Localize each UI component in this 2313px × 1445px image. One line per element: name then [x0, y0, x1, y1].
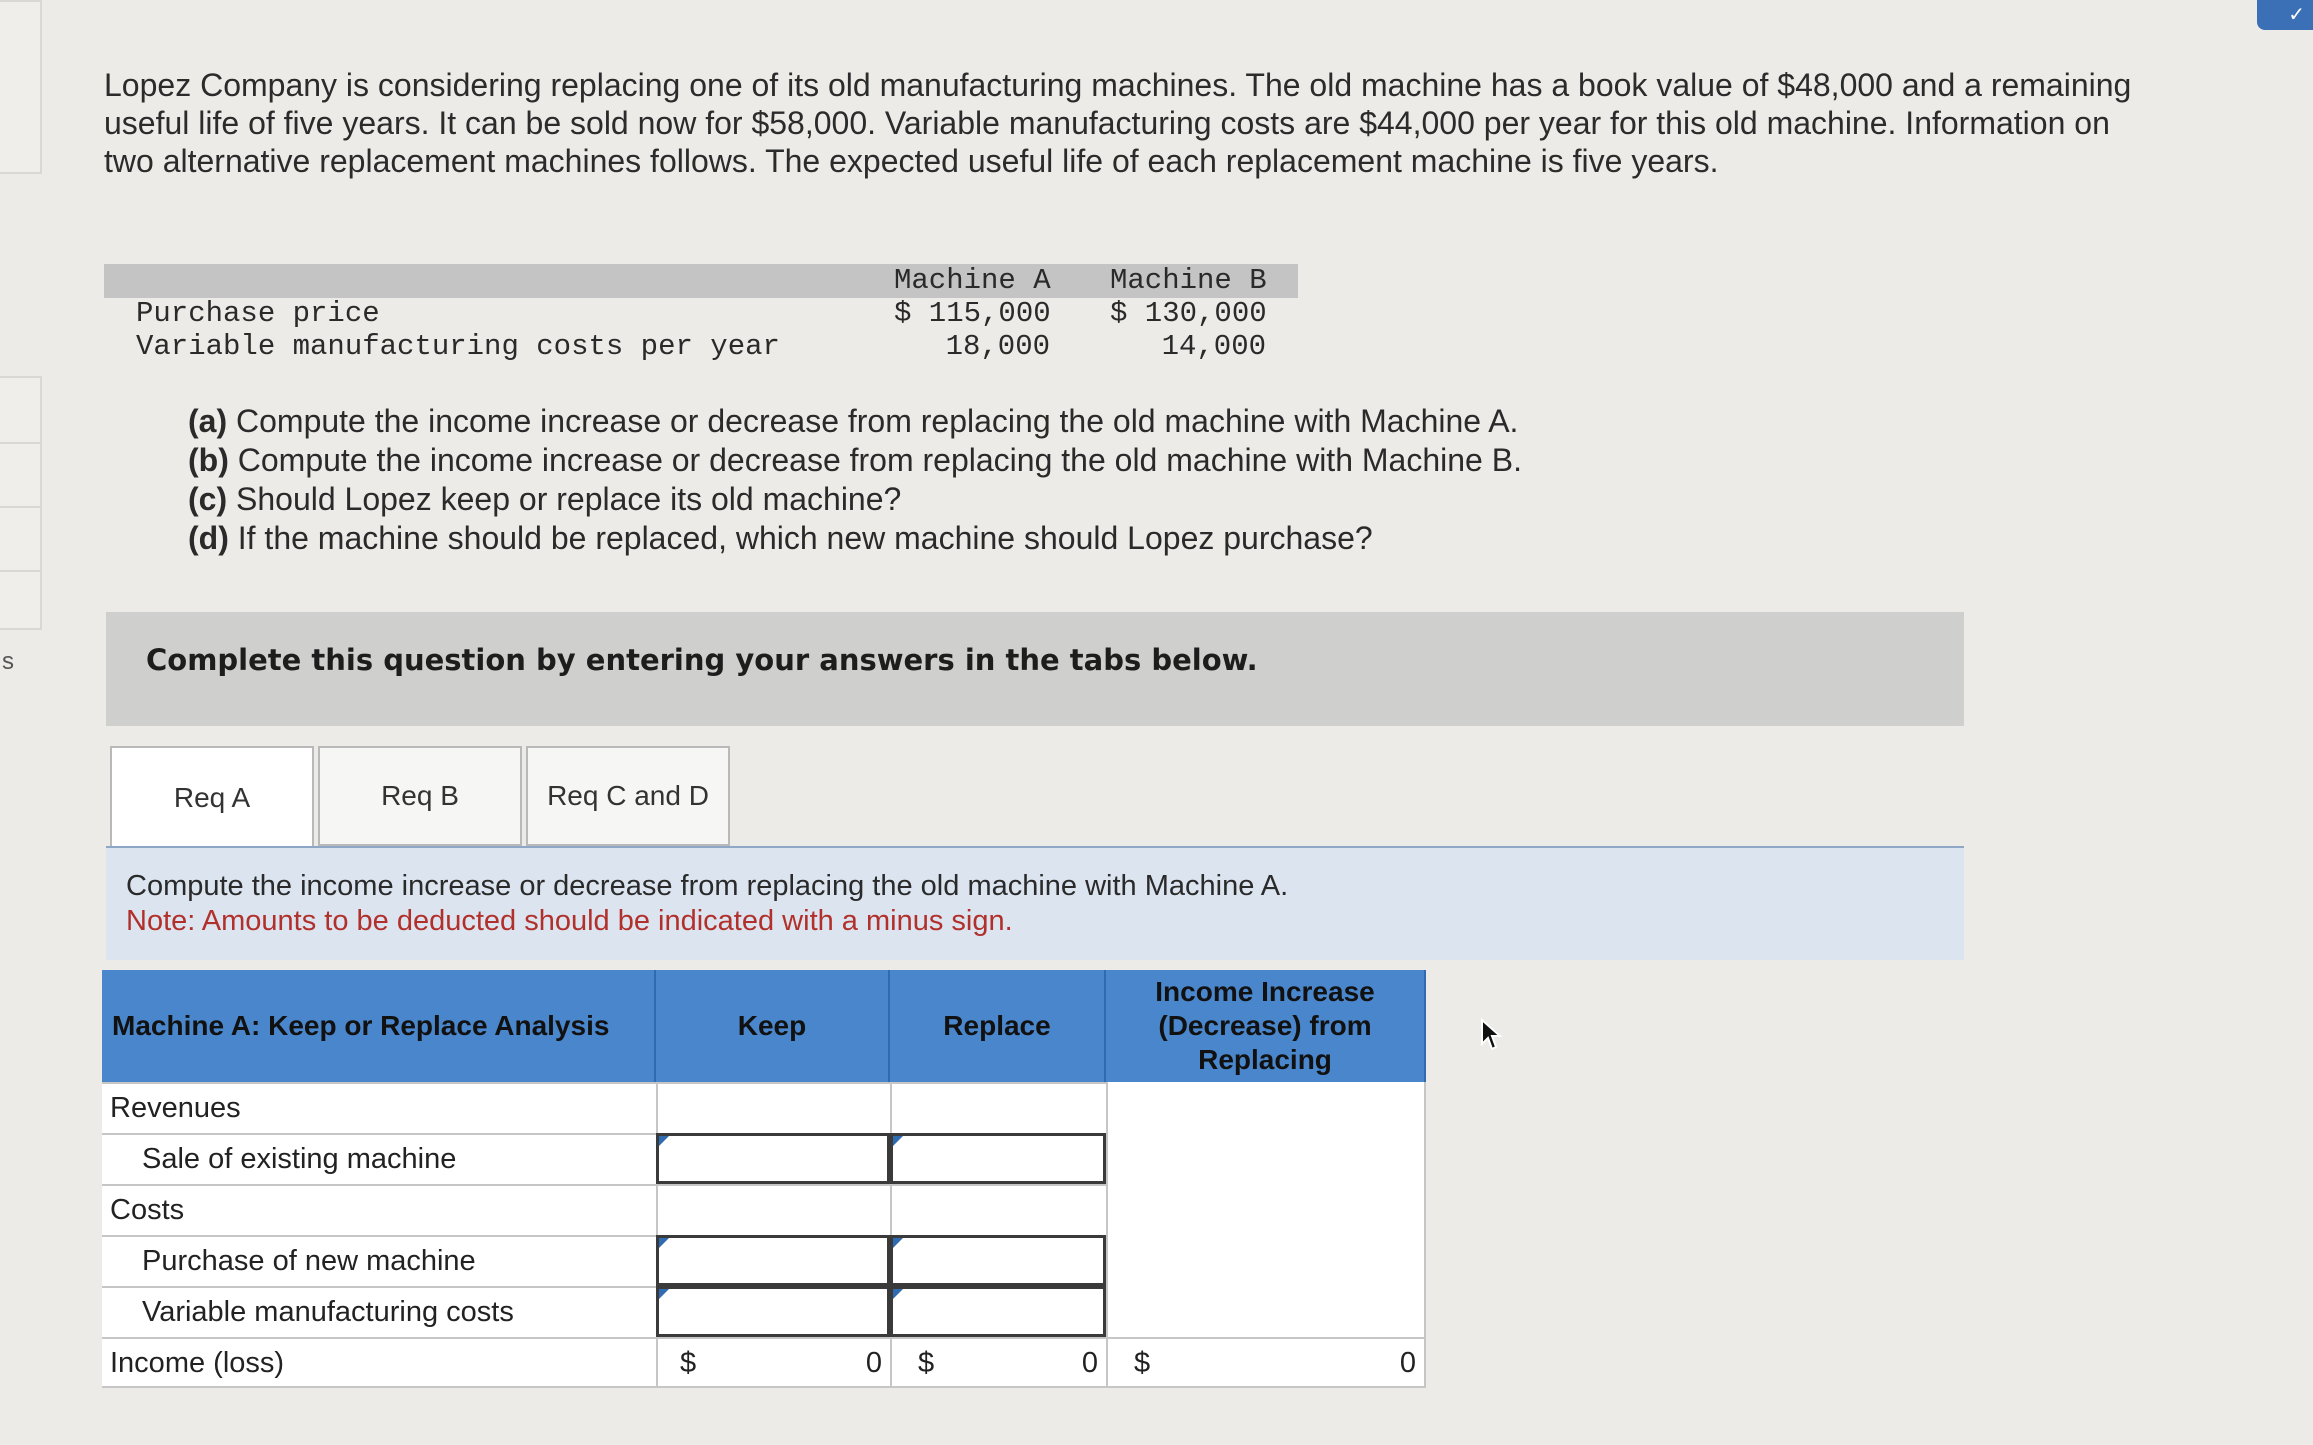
table-row — [102, 1133, 1426, 1184]
table-header-title: Machine A: Keep or Replace Analysis — [102, 970, 656, 1082]
requirement-text: Compute the income increase or decrease from replacing the old machine with Machine B. — [228, 442, 1522, 478]
requirement-item — [188, 441, 1522, 480]
table-row — [102, 1235, 1426, 1286]
left-panel-fragment — [0, 0, 42, 174]
currency-sign: $ — [680, 1347, 697, 1379]
replace-total: 0 — [1081, 1347, 1098, 1379]
instruction-line: Compute the income increase or decrease from replacing the old machine with Machine A. — [126, 870, 1289, 902]
left-panel-fragment — [0, 506, 42, 574]
keep-total: 0 — [865, 1347, 882, 1379]
currency-sign: $ — [1134, 1347, 1151, 1379]
income-total-cell — [1106, 1337, 1426, 1388]
row-label-variable: Variable manufacturing costs — [102, 1286, 656, 1337]
input-marker — [659, 1136, 669, 1146]
requirement-text: If the machine should be replaced, which new machine should Lopez purchase? — [228, 520, 1373, 556]
replace-variable-input[interactable] — [890, 1286, 1106, 1337]
income-total: 0 — [1399, 1347, 1416, 1379]
machine-a-header: Machine A — [894, 264, 1051, 297]
purchase-price-label: Purchase price — [136, 297, 380, 330]
machine-b-price: $ 130,000 — [1110, 297, 1267, 330]
left-panel-fragment — [0, 376, 42, 446]
requirements-list — [188, 402, 1522, 558]
row-label-sale: Sale of existing machine — [102, 1133, 656, 1184]
tab-req-c-and-d[interactable]: Req C and D — [526, 746, 730, 846]
left-panel-fragment — [0, 442, 42, 510]
requirement-item — [188, 480, 1522, 519]
replace-total-cell — [890, 1337, 1106, 1388]
machine-b-header: Machine B — [1110, 264, 1267, 297]
banner-text: Complete this question by entering your answers in the tabs below. — [146, 643, 1258, 677]
row-label-income: Income (loss) — [102, 1337, 656, 1388]
requirement-tag: (a) — [188, 403, 228, 439]
column-header-keep: Keep — [656, 970, 890, 1082]
tab-instructions — [106, 846, 1964, 960]
instructions-banner — [106, 612, 1964, 726]
currency-sign: $ — [918, 1347, 935, 1379]
requirement-text: Compute the income increase or decrease from replacing the old machine with Machine A. — [227, 403, 1519, 439]
machine-b-variable: 14,000 — [1161, 330, 1266, 363]
left-panel-edge — [0, 0, 44, 1445]
problem-text: Lopez Company is considering replacing one of its old manufacturing machines. The old machine has a book value of $48,000 and a remaining useful life of five years. It can be sold now for $58,000. Variable manufacturing costs are $44,000 per year for this old machine. Information on two alternative replacement machines follows. The expected useful life of each replacement machine is five years. — [104, 67, 2132, 179]
machine-a-price: $ 115,000 — [894, 297, 1051, 330]
requirement-tag: (d) — [188, 520, 229, 556]
machine-a-variable: 18,000 — [945, 330, 1050, 363]
corner-badge-icon: ✓ — [2288, 4, 2305, 26]
side-letter: s — [2, 648, 14, 675]
keep-replace-table — [102, 970, 1426, 1388]
keep-variable-input[interactable] — [656, 1286, 890, 1337]
requirement-text: Should Lopez keep or replace its old machine? — [227, 481, 902, 517]
requirement-item — [188, 402, 1522, 441]
requirement-tag: (c) — [188, 481, 228, 517]
input-marker — [659, 1289, 669, 1299]
left-panel-fragment — [0, 570, 42, 630]
requirement-tag: (b) — [188, 442, 229, 478]
replace-purchase-input[interactable] — [890, 1235, 1106, 1286]
row-label-purchase: Purchase of new machine — [102, 1235, 656, 1286]
input-marker — [893, 1238, 903, 1248]
keep-purchase-input[interactable] — [656, 1235, 890, 1286]
keep-cell — [656, 1082, 890, 1133]
column-header-replace: Replace — [890, 970, 1106, 1082]
input-marker — [893, 1289, 903, 1299]
table-row — [102, 1082, 1426, 1133]
instruction-note: Note: Amounts to be deducted should be indicated with a minus sign. — [126, 905, 1013, 937]
table-row — [102, 1337, 1426, 1388]
mouse-cursor-icon — [1480, 1018, 1502, 1052]
row-label-costs: Costs — [102, 1184, 656, 1235]
input-marker — [893, 1136, 903, 1146]
replace-sale-input[interactable] — [890, 1133, 1106, 1184]
keep-sale-input[interactable] — [656, 1133, 890, 1184]
tab-req-a[interactable]: Req A — [110, 746, 314, 848]
requirement-item — [188, 519, 1522, 558]
table-row — [102, 1184, 1426, 1235]
replace-cell — [890, 1184, 1106, 1235]
input-marker — [659, 1238, 669, 1248]
table-row — [102, 1286, 1426, 1337]
keep-cell — [656, 1184, 890, 1235]
column-header-income: Income Increase (Decrease) from Replacing — [1106, 970, 1426, 1082]
tab-req-b[interactable]: Req B — [318, 746, 522, 846]
replace-cell — [890, 1082, 1106, 1133]
corner-badge[interactable] — [2257, 0, 2313, 30]
variable-costs-label: Variable manufacturing costs per year — [136, 330, 780, 363]
row-label-revenues: Revenues — [102, 1082, 656, 1133]
keep-total-cell — [656, 1337, 890, 1388]
